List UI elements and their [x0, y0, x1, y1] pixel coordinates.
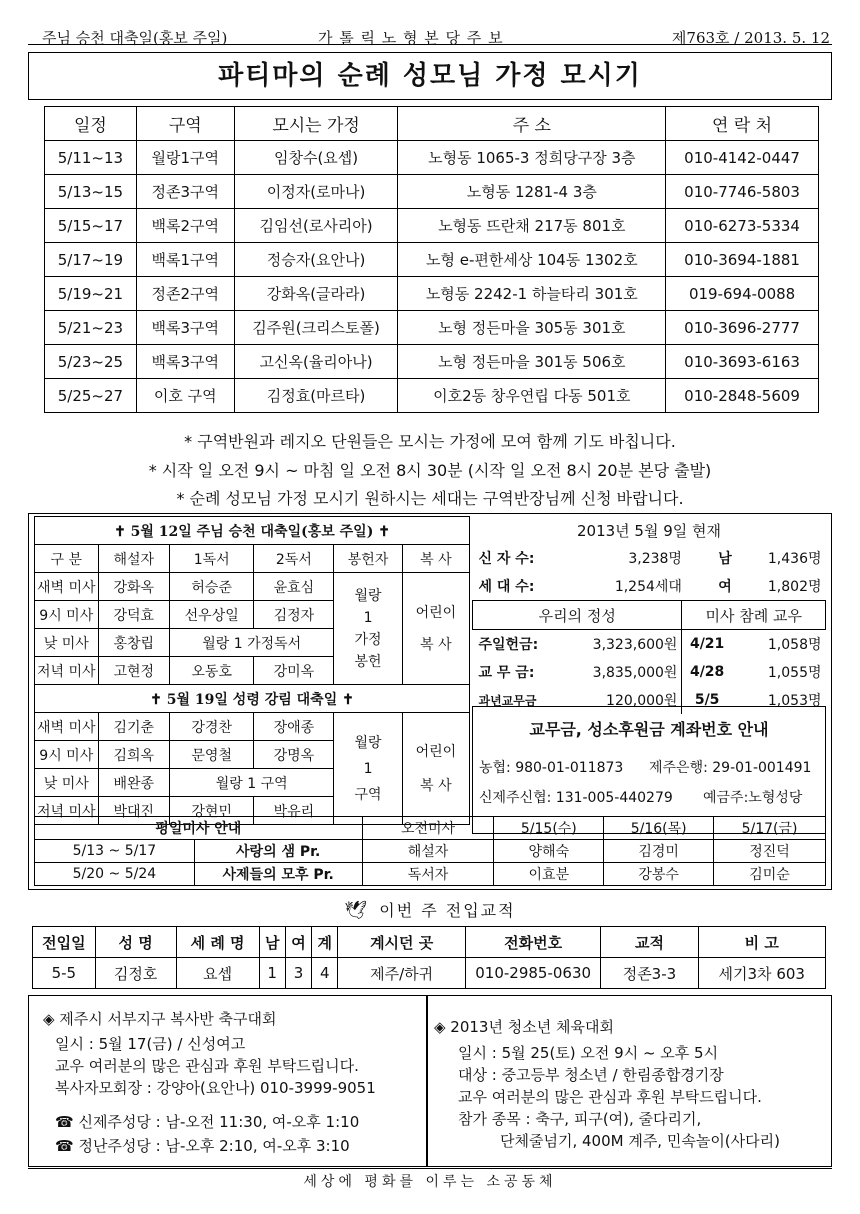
schedule-cell: 정승자(요안나) [234, 243, 398, 277]
soccer-notice [28, 995, 427, 1167]
schedule-cell: 김주원(크리스토폴) [234, 311, 398, 345]
weekday-cell: 양해숙 [494, 840, 604, 863]
female-value: 1,802명 [767, 579, 822, 595]
newcomers-cell: 김정호 [95, 958, 176, 989]
mass-title-1: ✝ 5월 12일 주님 승천 대축일(홍보 주일) ✝ [35, 517, 470, 545]
soccer-ask: 교우 여러분의 많은 관심과 후원 부탁드립니다. [55, 1057, 359, 1075]
schedule-row [45, 311, 819, 345]
schedule-cell: 노형동 1281-4 3층 [398, 175, 666, 209]
schedule-cell: 노형 정든마을 305동 301호 [398, 311, 666, 345]
weekday-cell: 사랑의 샘 Pr. [194, 840, 362, 863]
weekday-day: 5/16(목) [604, 817, 714, 840]
newcomers-cell: 요셉 [176, 958, 259, 989]
weekday-cell: 5/20 ~ 5/24 [35, 863, 195, 886]
newcomers-cell: 010-2985-0630 [465, 958, 601, 989]
server-line: 어린이 [415, 604, 457, 621]
footer-motto: 세상에 평화를 이루는 소공동체 [28, 1168, 832, 1191]
mass-col: 2독서 [254, 545, 334, 573]
sports-ask: 교우 여러분의 많은 관심과 후원 부탁드립니다. [458, 1088, 762, 1106]
schedule-cell: 5/25~27 [45, 379, 137, 413]
attendance-count: 1,058명 [767, 637, 822, 653]
mass-label: 9시 미사 [35, 601, 99, 629]
weekday-cell: 독서자 [362, 863, 494, 886]
schedule-cell: 5/19~21 [45, 277, 137, 311]
mass-cell: 오동호 [170, 657, 254, 685]
server-line: 어린이 [415, 743, 457, 760]
schedule-cell: 고신옥(율리아나) [234, 345, 398, 379]
households-label: 세 대 수: [478, 579, 535, 595]
weekday-cell: 해설자 [362, 840, 494, 863]
mass-col: 구 분 [35, 545, 99, 573]
newcomers-col: 비 고 [698, 927, 826, 958]
newcomers-col: 세 례 명 [176, 927, 259, 958]
masthead [28, 8, 832, 45]
schedule-row [45, 379, 819, 413]
schedule-cell: 백록2구역 [136, 209, 234, 243]
mass-cell: 월랑 1 구역 [170, 769, 334, 797]
mass-col: 해설자 [98, 545, 170, 573]
newcomers-cell: 4 [312, 958, 338, 989]
schedule-row [45, 243, 819, 277]
schedule-cell: 010-6273-5334 [666, 209, 819, 243]
mass-cell: 강경찬 [170, 713, 254, 741]
offerer-cell [334, 713, 402, 825]
weekday-cell: 5/13 ~ 5/17 [35, 840, 195, 863]
male-label: 남 [718, 551, 732, 567]
mass-roster-table [34, 516, 470, 825]
newcomers-title [28, 898, 832, 921]
account-title: 교무금, 성소후원금 계좌번호 안내 [529, 720, 769, 739]
weekday-cell: 김경미 [604, 840, 714, 863]
newcomers-col: 교적 [601, 927, 698, 958]
offering-title: 우리의 정성 [473, 601, 682, 630]
households-value: 1,254세대 [614, 579, 682, 595]
server-line: 복 사 [420, 777, 452, 794]
dove-icon: 🕊 [344, 900, 370, 921]
weekday-title: 평일미사 안내 [35, 817, 363, 840]
tithe-value: 3,835,000원 [592, 665, 678, 681]
mass-label: 9시 미사 [35, 741, 99, 769]
mass-col: 복 사 [402, 545, 469, 573]
schedule-cell: 노형 정든마을 301동 506호 [398, 345, 666, 379]
weekday-day: 5/15(수) [494, 817, 604, 840]
newcomers-col: 전화번호 [465, 927, 601, 958]
mass-cell: 허승준 [170, 573, 254, 601]
newcomers-cell: 5-5 [33, 958, 96, 989]
sports-title: ◈ 2013년 청소년 체육대회 [434, 1018, 614, 1036]
schedule-cell: 5/21~23 [45, 311, 137, 345]
schedule-cell: 김정효(마르타) [234, 379, 398, 413]
schedule-cell: 김임선(로사리아) [234, 209, 398, 243]
schedule-cell: 정존3구역 [136, 175, 234, 209]
male-value: 1,436명 [767, 551, 822, 567]
weekday-cell: 사제들의 모후 Pr. [194, 863, 362, 886]
weekday-cell: 정진덕 [714, 840, 826, 863]
mass-cell: 윤효심 [254, 573, 334, 601]
attendance-date: 4/21 [682, 630, 732, 659]
offerer-line: 가정 [354, 631, 382, 648]
server-cell [402, 573, 469, 685]
newcomers-col: 성 명 [95, 927, 176, 958]
soccer-bus: ☎ 신제주성당 : 남-오전 11:30, 여-오후 1:10 [55, 1113, 360, 1131]
weekday-cell: 강봉수 [604, 863, 714, 886]
notes [28, 428, 832, 514]
mass-label: 낮 미사 [35, 769, 99, 797]
offerer-line: 봉헌 [354, 653, 382, 670]
schedule-cell: 010-3694-1881 [666, 243, 819, 277]
mass-col: 봉헌자 [334, 545, 402, 573]
tithe-label: 교 무 금: [478, 665, 535, 681]
mass-cell: 장애종 [254, 713, 334, 741]
schedule-cell: 5/11~13 [45, 141, 137, 175]
weekday-mass-table [34, 816, 826, 886]
mass-label: 새벽 미사 [35, 573, 99, 601]
mass-cell: 홍창립 [98, 629, 170, 657]
attendance-title: 미사 참례 교우 [682, 601, 826, 630]
stats-date: 2013년 5월 9일 현재 [576, 521, 721, 540]
mass-cell: 박대진 [98, 797, 170, 825]
schedule-cell: 5/17~19 [45, 243, 137, 277]
schedule-cell: 019-694-0088 [666, 277, 819, 311]
sunday-offering-value: 3,323,600원 [592, 637, 678, 653]
schedule-cell: 5/13~15 [45, 175, 137, 209]
offerer-line: 월랑 [354, 734, 382, 751]
believers-value: 3,238명 [628, 551, 682, 567]
newcomers-col: 계시던 곳 [338, 927, 465, 958]
mass-cell: 배완종 [98, 769, 170, 797]
newcomers-col: 남 [259, 927, 285, 958]
mass-label: 저녁 미사 [35, 797, 99, 825]
col-date: 일정 [45, 107, 137, 141]
mass-cell: 고현정 [98, 657, 170, 685]
schedule-cell: 5/15~17 [45, 209, 137, 243]
schedule-cell: 010-7746-5803 [666, 175, 819, 209]
schedule-cell: 노형동 2242-1 하늘타리 301호 [398, 277, 666, 311]
schedule-row [45, 175, 819, 209]
weekday-day: 5/17(금) [714, 817, 826, 840]
paper-name: 가 톨 릭 노 형 본 당 주 보 [318, 29, 504, 47]
newcomers-table [32, 926, 826, 989]
weekday-row [35, 863, 826, 886]
newcomers-row [33, 958, 826, 989]
sports-date: 일시 : 5월 25(토) 오전 9시 ~ 오후 5시 [458, 1044, 719, 1062]
attendance-count: 1,053명 [767, 693, 822, 709]
schedule-cell: 010-2848-5609 [666, 379, 819, 413]
sports-target: 대상 : 중고등부 청소년 / 한림종합경기장 [458, 1066, 724, 1084]
account-jeju: 제주은행: 29-01-001491 [649, 760, 812, 776]
mass-label: 저녁 미사 [35, 657, 99, 685]
offerer-line: 1 [363, 609, 373, 626]
server-cell [402, 713, 469, 825]
issue-number: 제763호 / 2013. 5. 12 [671, 29, 830, 47]
schedule-row [45, 209, 819, 243]
note: * 순례 성모님 가정 모시기 원하시는 세대는 구역반장님께 신청 바랍니다. [176, 489, 684, 509]
past-tithe-value: 120,000원 [606, 693, 678, 709]
mass-cell: 선우상일 [170, 601, 254, 629]
server-line: 복 사 [420, 636, 452, 653]
attendance-count: 1,055명 [767, 665, 822, 681]
offerer-line: 월랑 [354, 587, 382, 604]
newcomers-col: 계 [312, 927, 338, 958]
schedule-table [44, 106, 819, 413]
schedule-cell: 노형동 1065-3 정희당구장 3층 [398, 141, 666, 175]
schedule-cell: 백록3구역 [136, 345, 234, 379]
schedule-cell: 이호2동 창우연립 다동 501호 [398, 379, 666, 413]
schedule-cell: 백록1구역 [136, 243, 234, 277]
schedule-header [45, 107, 819, 141]
schedule-cell: 010-3696-2777 [666, 311, 819, 345]
mass-cell: 김정자 [254, 601, 334, 629]
attendance-date: 4/28 [682, 658, 732, 686]
schedule-cell: 010-4142-0447 [666, 141, 819, 175]
parish-stats [472, 516, 826, 714]
weekday-col: 오전미사 [362, 817, 494, 840]
schedule-cell: 이정자(로마나) [234, 175, 398, 209]
mass-label: 새벽 미사 [35, 713, 99, 741]
newcomers-cell: 세기3차 603 [698, 958, 826, 989]
mass-cell: 강명옥 [254, 741, 334, 769]
col-address: 주 소 [398, 107, 666, 141]
account-holder: 예금주:노형성당 [703, 790, 803, 806]
account-info [472, 706, 826, 834]
newcomers-cell: 3 [285, 958, 311, 989]
soccer-contact: 복사자모회장 : 강양아(요안나) 010-3999-9051 [55, 1079, 376, 1097]
mass-col: 1독서 [170, 545, 254, 573]
schedule-cell: 5/23~25 [45, 345, 137, 379]
account-shinhyup: 신제주신협: 131-005-440279 [479, 790, 673, 806]
schedule-cell: 이호 구역 [136, 379, 234, 413]
page-title: 파티마의 순례 성모님 가정 모시기 [28, 52, 832, 100]
schedule-cell: 강화옥(글라라) [234, 277, 398, 311]
soccer-bus: ☎ 정난주성당 : 남-오후 2:10, 여-오후 3:10 [55, 1137, 350, 1155]
mass-header [35, 545, 470, 573]
newcomers-title-text: 이번 주 전입교적 [379, 901, 516, 920]
schedule-cell: 정존2구역 [136, 277, 234, 311]
schedule-cell: 010-3693-6163 [666, 345, 819, 379]
schedule-row [45, 345, 819, 379]
note: * 시작 일 오전 9시 ~ 마침 일 오전 8시 30분 (시작 일 오전 8시 20분 본당 출발) [148, 460, 712, 480]
newcomers-col: 여 [285, 927, 311, 958]
mass-cell: 김기춘 [98, 713, 170, 741]
schedule-cell: 월랑1구역 [136, 141, 234, 175]
note: * 구역반원과 레지오 단원들은 모시는 가정에 모여 함께 기도 바칩니다. [184, 432, 676, 451]
sports-notice [427, 995, 832, 1167]
mass-cell: 김희옥 [98, 741, 170, 769]
schedule-row [45, 277, 819, 311]
mass-cell: 강화옥 [98, 573, 170, 601]
offerer-cell [334, 573, 402, 685]
sports-events: 참가 종목 : 축구, 피구(여), 줄다리기, [458, 1110, 702, 1128]
mass-cell: 박유리 [254, 797, 334, 825]
soccer-date: 일시 : 5월 17(금) / 신성여고 [55, 1035, 246, 1053]
mass-label: 낮 미사 [35, 629, 99, 657]
mass-cell: 강현민 [170, 797, 254, 825]
mass-cell: 강미옥 [254, 657, 334, 685]
newcomers-col: 전입일 [33, 927, 96, 958]
past-tithe-label: 과년교무금 [478, 693, 537, 708]
offerer-line: 구역 [354, 786, 382, 803]
col-family: 모시는 가정 [234, 107, 398, 141]
schedule-cell: 임창수(요셉) [234, 141, 398, 175]
offerer-line: 1 [363, 760, 373, 777]
mass-cell: 월랑 1 가정독서 [170, 629, 334, 657]
soccer-title: ◈ 제주시 서부지구 복사반 축구대회 [43, 1010, 277, 1028]
weekday-cell: 이효분 [494, 863, 604, 886]
believers-label: 신 자 수: [478, 551, 535, 567]
newcomers-cell: 1 [259, 958, 285, 989]
newcomers-cell: 정존3-3 [601, 958, 698, 989]
mass-cell: 강덕효 [98, 601, 170, 629]
mass-cell: 문영철 [170, 741, 254, 769]
schedule-cell: 노형동 뜨란채 217동 801호 [398, 209, 666, 243]
mass-title-2: ✝ 5월 19일 성령 강림 대축일 ✝ [35, 685, 470, 713]
newcomers-header [33, 927, 826, 958]
newcomers-cell: 제주/하귀 [338, 958, 465, 989]
account-nh: 농협: 980-01-011873 [479, 760, 624, 776]
col-contact: 연 락 처 [666, 107, 819, 141]
schedule-row [45, 141, 819, 175]
schedule-cell: 노형 e-편한세상 104동 1302호 [398, 243, 666, 277]
female-label: 여 [718, 579, 732, 595]
feast-name: 주님 승천 대축일(홍보 주일) [42, 29, 228, 47]
schedule-cell: 백록3구역 [136, 311, 234, 345]
attendance-date: 5/5 [682, 686, 732, 714]
col-district: 구역 [136, 107, 234, 141]
sunday-offering-label: 주일헌금: [478, 637, 539, 653]
weekday-row [35, 840, 826, 863]
weekday-cell: 김미순 [714, 863, 826, 886]
sports-events: 단체줄넘기, 400M 계주, 민속놀이(사다리) [500, 1132, 780, 1150]
